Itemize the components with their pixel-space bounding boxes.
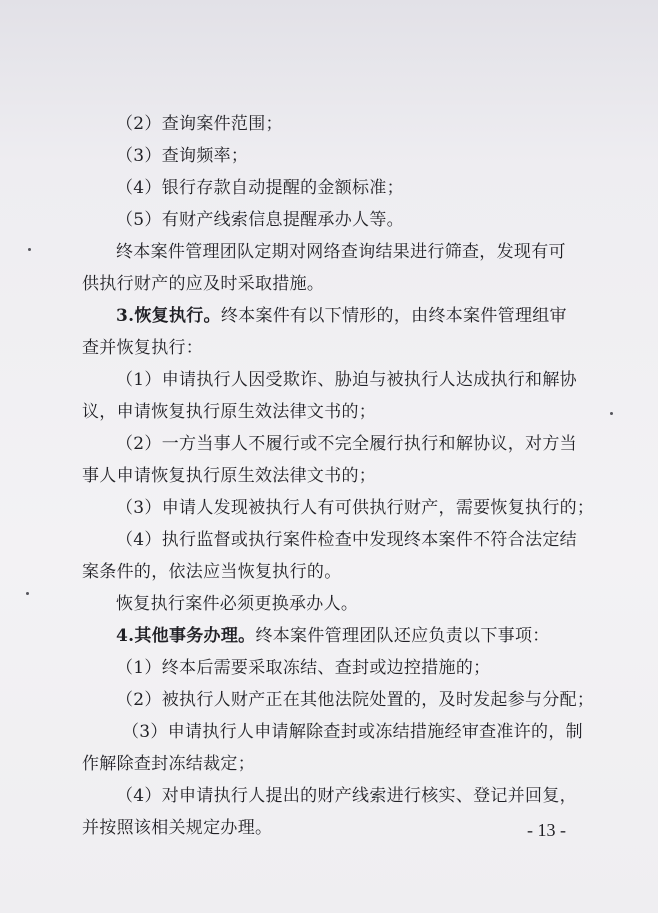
paragraph-line: 议，申请恢复执行原生效法律文书的； [82,402,377,422]
list-item: （3）申请执行人申请解除查封或冻结措施经审查准许的，制 [122,722,583,742]
paragraph-line: 并按照该相关规定办理。 [82,818,273,838]
list-item: （4）银行存款自动提醒的金额标准； [116,178,404,198]
scan-speck [26,592,29,595]
paragraph-line: 案条件的，依法应当恢复执行的。 [82,562,342,582]
paragraph-line: 作解除查封冻结裁定； [82,754,255,774]
list-item: （2）查询案件范围； [116,114,283,134]
list-item: （5）有财产线索信息提醒承办人等。 [116,210,404,230]
body-text [82,108,600,844]
list-item: （1）终本后需要采取冻结、查封或边控措施的； [116,658,491,678]
list-item: （1）申请执行人因受欺诈、胁迫与被执行人达成执行和解协 [116,370,577,390]
list-item: （4）执行监督或执行案件检查中发现终本案件不符合法定结 [116,530,577,550]
paragraph-line: 事人申请恢复执行原生效法律文书的； [82,466,377,486]
section-heading-3: 3.恢复执行。 [116,306,221,326]
section-heading-line [82,620,600,652]
list-item: （3）查询频率； [116,146,249,166]
paragraph-line: 恢复执行案件必须更换承办人。 [116,594,359,614]
list-item: （2）一方当事人不履行或不完全履行执行和解协议，对方当 [116,434,577,454]
section-heading-4: 4.其他事务办理。 [116,626,256,646]
scan-speck [610,412,613,415]
list-item: （4）对申请执行人提出的财产线索进行核实、登记并回复， [116,786,577,806]
paragraph-line: 终本案件管理团队定期对网络查询结果进行筛查，发现有可 [116,242,566,262]
page-number: - 13 - [527,820,566,840]
section-heading-line [82,300,600,332]
section-text: 终本案件有以下情形的，由终本案件管理组审 [220,306,567,326]
scan-speck [28,248,31,251]
paragraph-line: 供执行财产的应及时采取措施。 [82,274,325,294]
section-text: 终本案件管理团队还应负责以下事项： [255,626,550,646]
list-item: （2）被执行人财产正在其他法院处置的，及时发起参与分配； [116,690,595,710]
list-item: （3）申请人发现被执行人有可供执行财产，需要恢复执行的； [116,498,595,518]
paragraph-line: 查并恢复执行： [82,338,204,358]
